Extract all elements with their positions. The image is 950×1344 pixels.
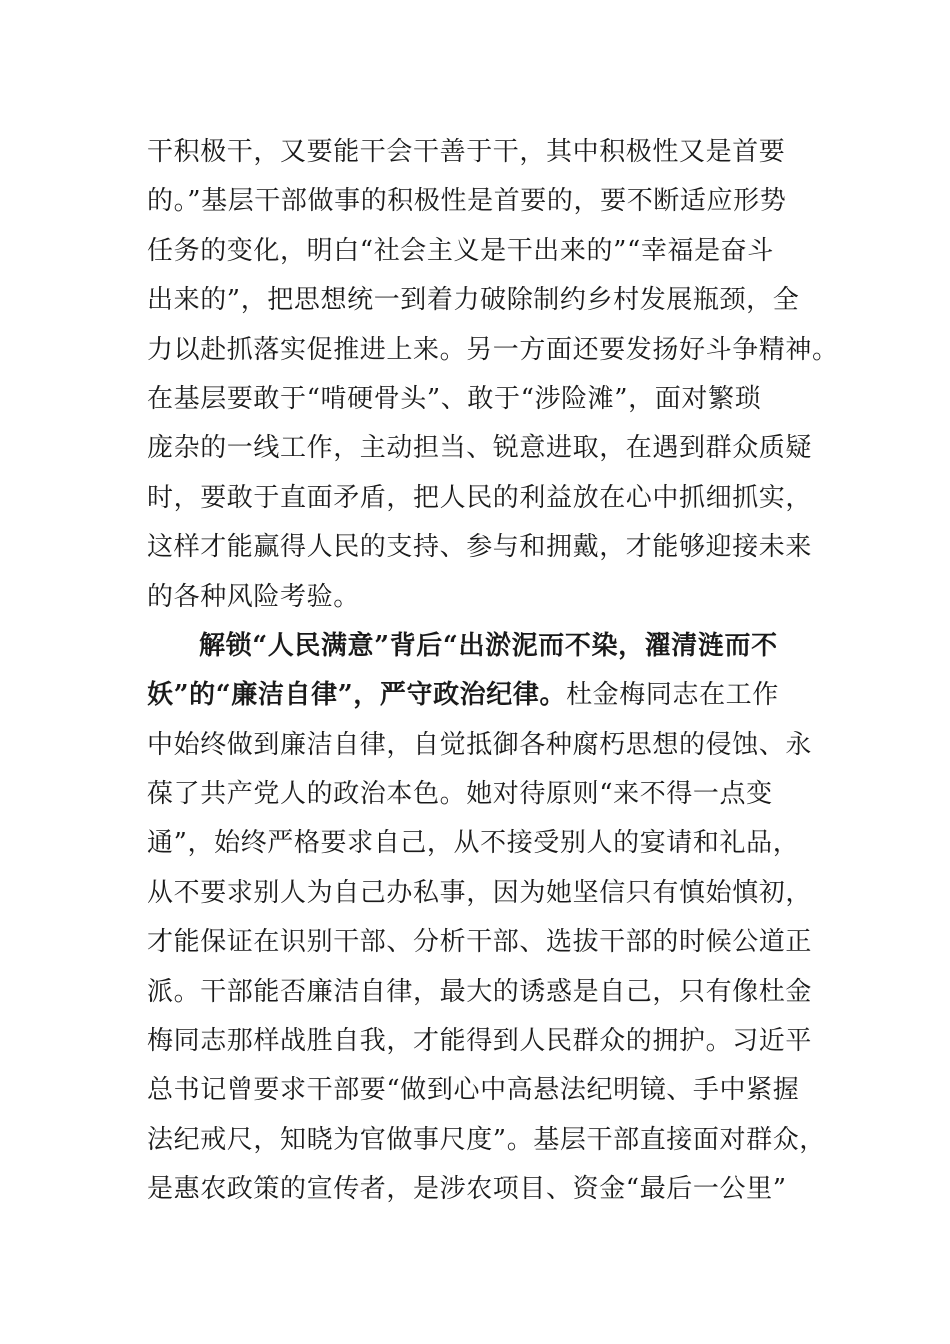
paragraph-2 [147, 622, 826, 1215]
text-line: 才能保证在识别干部、分析干部、选拔干部的时候公道正 [147, 927, 813, 958]
text-line: 总书记曾要求干部要“做到心中高悬法纪明镜、手中紧握 [147, 1075, 800, 1106]
text-line: 力以赴抓落实促推进上来。另一方面还要发扬好斗争精神。 [147, 334, 839, 365]
text-line: 干积极干，又要能干会干善于干，其中积极性又是首要 [147, 137, 786, 167]
paragraph-1 [147, 128, 839, 622]
text-line: 在基层要敢于“啃硬骨头”、敢于“涉险滩”，面对繁琐 [147, 383, 762, 414]
text-line: 梅同志那样战胜自我，才能得到人民群众的拥护。习近平 [147, 1026, 813, 1057]
text-line: 任务的变化，明白“社会主义是干出来的”“幸福是奋斗 [147, 235, 774, 266]
text-line: 出来的”，把思想统一到着力破除制约乡村发展瓶颈，全 [147, 285, 800, 316]
section-heading-line: 解锁“人民满意”背后“出淤泥而不染，濯清涟而不 [199, 630, 778, 661]
text-line: 庞杂的一线工作，主动担当、锐意进取，在遇到群众质疑 [147, 433, 813, 464]
text-line: 派。干部能否廉洁自律，最大的诱惑是自己，只有像杜金 [147, 976, 813, 1007]
text-line: 中始终做到廉洁自律，自觉抵御各种腐朽思想的侵蚀、永 [147, 729, 813, 760]
text-run: 杜金梅同志在工作 [566, 680, 779, 711]
text-line: 这样才能赢得人民的支持、参与和拥戴，才能够迎接未来 [147, 532, 813, 563]
text-line: 时，要敢于直面矛盾，把人民的利益放在心中抓细抓实， [147, 482, 813, 513]
text-line: 是惠农政策的宣传者，是涉农项目、资金“最后一公里” [147, 1174, 787, 1205]
text-line: 法纪戒尺，知晓为官做事尺度”。基层干部直接面对群众， [147, 1124, 826, 1155]
text-line: 的各种风险考验。 [147, 581, 360, 612]
text-line: 从不要求别人为自己办私事，因为她坚信只有慎始慎初， [147, 877, 813, 908]
text-line: 葆了共产党人的政治本色。她对待原则“来不得一点变 [147, 779, 773, 810]
text-line [147, 671, 807, 720]
section-heading-end: 妖”的“廉洁自律”，严守政治纪律。 [147, 680, 567, 711]
text-line: 的。”基层干部做事的积极性是首要的，要不断适应形势 [147, 186, 787, 217]
text-line: 通”，始终严格要求自己，从不接受别人的宴请和礼品， [147, 828, 800, 859]
document-body [147, 128, 839, 1215]
